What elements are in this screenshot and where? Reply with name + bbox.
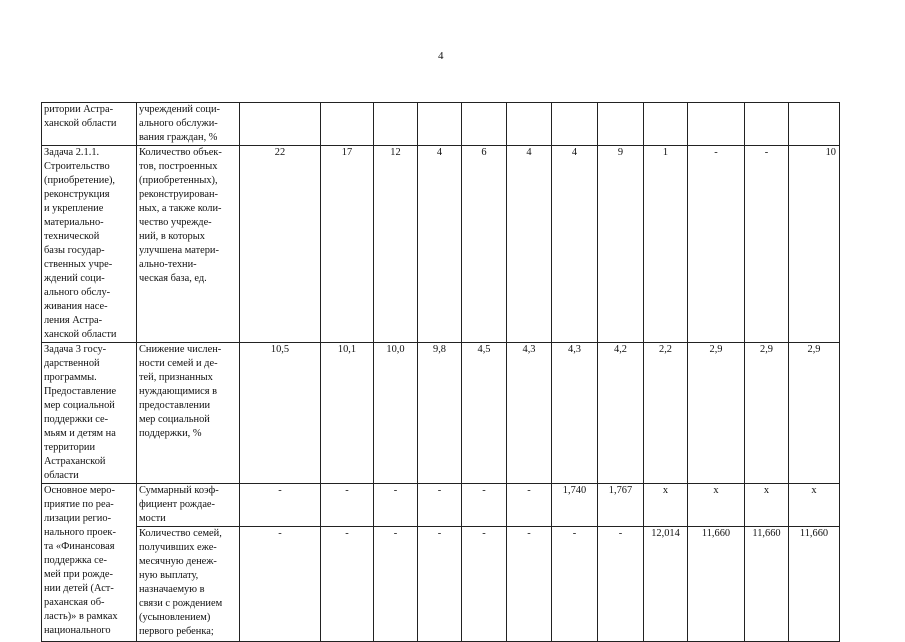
value-cell: 9: [598, 146, 644, 343]
value-cell: 4,3: [507, 343, 552, 484]
value-cell: [321, 103, 374, 146]
value-cell: 9,8: [418, 343, 462, 484]
task-cell: Основное меро- приятие по реа- лизации регио- нального проек- та «Финансовая поддержка се- мей при рожде- нии детей (Аст- раханская об- ласть)» в рамках национального: [42, 484, 137, 642]
value-cell: 10,0: [374, 343, 418, 484]
value-cell: -: [462, 484, 507, 527]
value-cell: 4,5: [462, 343, 507, 484]
value-cell: 2,9: [789, 343, 840, 484]
value-cell: -: [321, 527, 374, 642]
indicator-cell: учреждений соци- ального обслужи- вания граждан, %: [137, 103, 240, 146]
value-cell: -: [240, 527, 321, 642]
table-row: [42, 146, 840, 343]
value-cell: -: [321, 484, 374, 527]
value-cell: 1,740: [552, 484, 598, 527]
value-cell: -: [374, 484, 418, 527]
value-cell: [240, 103, 321, 146]
table-row: [42, 484, 840, 527]
value-cell: 22: [240, 146, 321, 343]
indicator-cell: Суммарный коэф- фициент рождае- мости: [137, 484, 240, 527]
task-cell: ритории Астра- ханской области: [42, 103, 137, 146]
value-cell: 12: [374, 146, 418, 343]
value-cell: [688, 103, 745, 146]
value-cell: -: [552, 527, 598, 642]
value-cell: 12,014: [644, 527, 688, 642]
value-cell: 4: [418, 146, 462, 343]
value-cell: x: [745, 484, 789, 527]
value-cell: 17: [321, 146, 374, 343]
value-cell: -: [507, 527, 552, 642]
indicator-cell: Количество семей, получивших еже- месячную денеж- ную выплату, назначаемую в связи с рождением (усыновлением) первого ребенка;: [137, 527, 240, 642]
value-cell: -: [507, 484, 552, 527]
value-cell: [462, 103, 507, 146]
value-cell: 11,660: [745, 527, 789, 642]
table-row: [42, 343, 840, 484]
value-cell: -: [418, 484, 462, 527]
value-cell: -: [688, 146, 745, 343]
value-cell: 2,9: [745, 343, 789, 484]
task-cell: Задача 3 госу- дарственной программы. Предоставление мер социальной поддержки се- мьям и детям на территории Астраханской области: [42, 343, 137, 484]
task-cell: Задача 2.1.1. Строительство (приобретение), реконструкция и укрепление материально- технической базы государ- ственных учре- ждений соци- ального обслу- живания насе- ления Астра- ханской области: [42, 146, 137, 343]
value-cell: 10,5: [240, 343, 321, 484]
value-cell: x: [688, 484, 745, 527]
value-cell: 10: [789, 146, 840, 343]
value-cell: 4,2: [598, 343, 644, 484]
value-cell: x: [644, 484, 688, 527]
value-cell: 2,9: [688, 343, 745, 484]
value-cell: 1: [644, 146, 688, 343]
value-cell: 10,1: [321, 343, 374, 484]
indicator-cell: Количество объек- тов, построенных (приобретенных), реконструирован- ных, а также коли- чество учрежде- ний, в которых улучшена матери- ально-техни- ческая база, ед.: [137, 146, 240, 343]
value-cell: [418, 103, 462, 146]
value-cell: 11,660: [789, 527, 840, 642]
indicators-table: [41, 102, 840, 642]
table-row: [42, 103, 840, 146]
indicator-cell: Снижение числен- ности семей и де- тей, признанных нуждающимися в предоставлении мер социальной поддержки, %: [137, 343, 240, 484]
value-cell: -: [374, 527, 418, 642]
value-cell: -: [462, 527, 507, 642]
value-cell: 11,660: [688, 527, 745, 642]
value-cell: [598, 103, 644, 146]
value-cell: [507, 103, 552, 146]
value-cell: -: [745, 146, 789, 343]
value-cell: -: [598, 527, 644, 642]
value-cell: 1,767: [598, 484, 644, 527]
value-cell: 2,2: [644, 343, 688, 484]
value-cell: [789, 103, 840, 146]
value-cell: -: [240, 484, 321, 527]
value-cell: 4,3: [552, 343, 598, 484]
value-cell: 6: [462, 146, 507, 343]
value-cell: [552, 103, 598, 146]
value-cell: [644, 103, 688, 146]
value-cell: -: [418, 527, 462, 642]
value-cell: 4: [507, 146, 552, 343]
table-row: [42, 527, 840, 642]
page-number: 4: [438, 50, 444, 62]
value-cell: 4: [552, 146, 598, 343]
value-cell: x: [789, 484, 840, 527]
value-cell: [374, 103, 418, 146]
value-cell: [745, 103, 789, 146]
